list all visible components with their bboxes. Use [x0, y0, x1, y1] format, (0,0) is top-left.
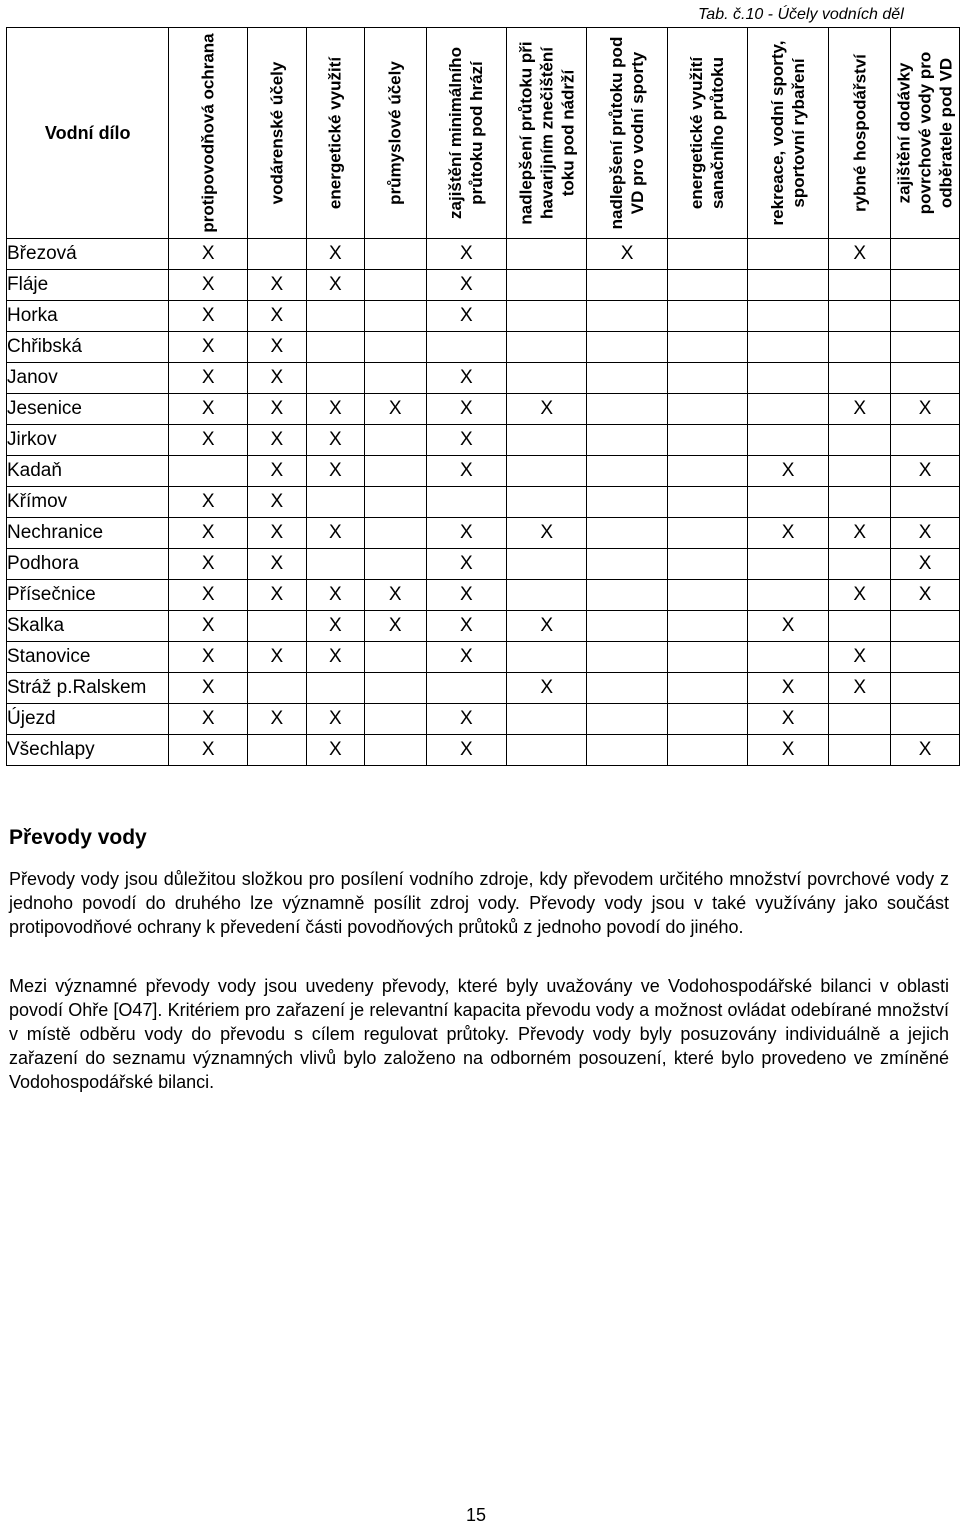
mark-cell	[507, 332, 587, 363]
mark-cell: X	[891, 394, 960, 425]
mark-cell	[507, 270, 587, 301]
mark-cell	[829, 704, 891, 735]
mark-cell: X	[891, 518, 960, 549]
mark-cell	[667, 549, 747, 580]
header-vodarenske-ucely: vodárenské účely	[247, 28, 306, 239]
mark-cell	[587, 518, 667, 549]
mark-cell	[829, 301, 891, 332]
mark-cell	[829, 270, 891, 301]
mark-cell	[829, 611, 891, 642]
mark-cell: X	[364, 611, 426, 642]
mark-cell	[667, 611, 747, 642]
mark-cell	[364, 642, 426, 673]
table-row	[7, 518, 960, 549]
mark-cell	[587, 270, 667, 301]
mark-cell	[747, 487, 828, 518]
mark-cell	[306, 363, 364, 394]
mark-cell	[507, 580, 587, 611]
mark-cell: X	[306, 518, 364, 549]
dam-name-cell: Křímov	[7, 487, 169, 518]
mark-cell	[747, 363, 828, 394]
mark-cell	[891, 301, 960, 332]
mark-cell	[667, 642, 747, 673]
paragraph-2	[9, 974, 949, 1094]
mark-cell	[747, 549, 828, 580]
mark-cell	[891, 363, 960, 394]
mark-cell	[587, 332, 667, 363]
mark-cell: X	[829, 580, 891, 611]
mark-cell	[587, 735, 667, 766]
mark-cell: X	[426, 580, 506, 611]
mark-cell	[891, 487, 960, 518]
mark-cell: X	[247, 425, 306, 456]
mark-cell	[667, 580, 747, 611]
mark-cell: X	[426, 270, 506, 301]
header-sanacni-prutok: energetické využití sanačního průtoku	[667, 28, 747, 239]
header-havarijni-znecisteni: nadlepšení průtoku při havarijním znečištění toku pod nádrží	[507, 28, 587, 239]
dam-name-cell: Fláje	[7, 270, 169, 301]
mark-cell: X	[891, 549, 960, 580]
mark-cell	[507, 642, 587, 673]
header-energeticke-vyuziti: energetické využití	[306, 28, 364, 239]
mark-cell: X	[306, 394, 364, 425]
mark-cell: X	[169, 239, 247, 270]
mark-cell: X	[247, 332, 306, 363]
mark-cell	[829, 487, 891, 518]
mark-cell	[507, 735, 587, 766]
mark-cell	[587, 611, 667, 642]
mark-cell: X	[747, 456, 828, 487]
mark-cell: X	[169, 518, 247, 549]
mark-cell: X	[247, 363, 306, 394]
table-row	[7, 487, 960, 518]
mark-cell	[306, 487, 364, 518]
mark-cell	[667, 487, 747, 518]
mark-cell: X	[829, 394, 891, 425]
mark-cell: X	[747, 704, 828, 735]
mark-cell	[364, 301, 426, 332]
mark-cell: X	[507, 673, 587, 704]
mark-cell: X	[426, 518, 506, 549]
header-rybne-hospodarstvi: rybné hospodářství	[829, 28, 891, 239]
mark-cell: X	[169, 301, 247, 332]
mark-cell: X	[169, 580, 247, 611]
dam-name-cell: Stanovice	[7, 642, 169, 673]
dam-name-cell: Březová	[7, 239, 169, 270]
mark-cell: X	[247, 549, 306, 580]
mark-cell: X	[426, 363, 506, 394]
mark-cell	[747, 580, 828, 611]
mark-cell	[667, 239, 747, 270]
mark-cell: X	[247, 270, 306, 301]
mark-cell	[364, 487, 426, 518]
mark-cell: X	[364, 394, 426, 425]
table-row	[7, 239, 960, 270]
dam-name-cell: Přísečnice	[7, 580, 169, 611]
mark-cell	[364, 704, 426, 735]
mark-cell	[364, 239, 426, 270]
mark-cell	[829, 735, 891, 766]
mark-cell	[247, 611, 306, 642]
mark-cell	[667, 673, 747, 704]
mark-cell	[829, 363, 891, 394]
mark-cell	[747, 239, 828, 270]
mark-cell	[667, 270, 747, 301]
mark-cell: X	[426, 611, 506, 642]
mark-cell	[507, 239, 587, 270]
mark-cell: X	[306, 735, 364, 766]
mark-cell: X	[247, 704, 306, 735]
mark-cell	[667, 456, 747, 487]
table-row	[7, 642, 960, 673]
table-row	[7, 301, 960, 332]
mark-cell: X	[891, 456, 960, 487]
mark-cell	[587, 704, 667, 735]
mark-cell	[364, 425, 426, 456]
mark-cell: X	[747, 611, 828, 642]
mark-cell	[667, 394, 747, 425]
header-vodni-sporty-prutok: nadlepšení průtoku pod VD pro vodní sporty	[587, 28, 667, 239]
mark-cell: X	[364, 580, 426, 611]
dam-name-cell: Horka	[7, 301, 169, 332]
mark-cell	[587, 673, 667, 704]
table-row	[7, 704, 960, 735]
table-row	[7, 549, 960, 580]
dam-name-cell: Stráž p.Ralskem	[7, 673, 169, 704]
mark-cell: X	[247, 394, 306, 425]
mark-cell	[364, 456, 426, 487]
mark-cell: X	[247, 580, 306, 611]
mark-cell	[364, 549, 426, 580]
dam-name-cell: Všechlapy	[7, 735, 169, 766]
mark-cell: X	[426, 704, 506, 735]
mark-cell: X	[507, 611, 587, 642]
mark-cell	[587, 394, 667, 425]
mark-cell	[426, 332, 506, 363]
header-protipovodnova-ochrana: protipovodňová ochrana	[169, 28, 247, 239]
header-rekreace: rekreace, vodní sporty, sportovní rybaření	[747, 28, 828, 239]
paragraph-1-text: Převody vody jsou důležitou složkou pro posílení vodního zdroje, kdy převodem určitého množství povrchové vody z jednoho povodí do druhého lze významně posílit zdroj vody. Převody vody jsou v také využívány jako součást protipovodňové ochrany k převedení části povodňových průtoků z jednoho povodí do jiného.	[9, 869, 949, 937]
mark-cell	[364, 270, 426, 301]
table-row	[7, 611, 960, 642]
mark-cell: X	[426, 425, 506, 456]
mark-cell: X	[169, 425, 247, 456]
table-row	[7, 456, 960, 487]
mark-cell	[667, 704, 747, 735]
mark-cell: X	[426, 239, 506, 270]
mark-cell: X	[507, 394, 587, 425]
mark-cell: X	[169, 673, 247, 704]
mark-cell	[364, 735, 426, 766]
mark-cell	[891, 239, 960, 270]
mark-cell	[829, 425, 891, 456]
mark-cell: X	[891, 580, 960, 611]
mark-cell: X	[306, 580, 364, 611]
mark-cell: X	[169, 611, 247, 642]
mark-cell: X	[829, 642, 891, 673]
mark-cell: X	[829, 673, 891, 704]
mark-cell	[587, 487, 667, 518]
mark-cell	[587, 425, 667, 456]
paragraph-2-text: Mezi významné převody vody jsou uvedeny převody, které byly uvažovány ve Vodohospodářské bilanci v oblasti povodí Ohře [O47]. Kritériem pro zařazení je relevantní kapacita převodu vody a možnost ovládat odebírané množství v místě odběru vody do převodu s cílem regulovat průtoky. Převody vody byly posuzovány individuálně a jejich zařazení do seznamu významných vlivů bylo založeno na odborném posouzení, které bylo provedeno ve zmíněné Vodohospodářské bilanci.	[9, 976, 949, 1092]
mark-cell	[507, 456, 587, 487]
header-vodni-dilo: Vodní dílo	[7, 28, 169, 239]
table-header-row	[7, 28, 960, 239]
mark-cell	[169, 456, 247, 487]
mark-cell: X	[247, 487, 306, 518]
header-minimalni-prutok: zajištění minimálního průtoku pod hrází	[426, 28, 506, 239]
mark-cell	[364, 363, 426, 394]
mark-cell: X	[426, 301, 506, 332]
mark-cell	[507, 549, 587, 580]
mark-cell	[829, 456, 891, 487]
mark-cell: X	[247, 456, 306, 487]
mark-cell: X	[829, 518, 891, 549]
mark-cell	[587, 580, 667, 611]
mark-cell: X	[747, 518, 828, 549]
mark-cell	[306, 673, 364, 704]
mark-cell	[829, 549, 891, 580]
mark-cell: X	[306, 239, 364, 270]
section-heading: Převody vody	[9, 826, 147, 849]
mark-cell: X	[306, 270, 364, 301]
header-prumyslove-ucely: průmyslové účely	[364, 28, 426, 239]
dam-name-cell: Újezd	[7, 704, 169, 735]
mark-cell	[891, 704, 960, 735]
mark-cell	[891, 611, 960, 642]
mark-cell: X	[247, 518, 306, 549]
mark-cell: X	[306, 611, 364, 642]
mark-cell: X	[426, 642, 506, 673]
mark-cell: X	[306, 704, 364, 735]
mark-cell	[747, 270, 828, 301]
page-number: 15	[466, 1505, 487, 1525]
mark-cell: X	[507, 518, 587, 549]
mark-cell: X	[247, 301, 306, 332]
mark-cell: X	[169, 332, 247, 363]
mark-cell	[667, 425, 747, 456]
mark-cell	[306, 549, 364, 580]
mark-cell	[507, 487, 587, 518]
mark-cell: X	[247, 642, 306, 673]
mark-cell	[587, 456, 667, 487]
mark-cell	[891, 332, 960, 363]
dam-name-cell: Janov	[7, 363, 169, 394]
mark-cell	[587, 301, 667, 332]
mark-cell: X	[169, 270, 247, 301]
table-row	[7, 735, 960, 766]
mark-cell	[426, 487, 506, 518]
mark-cell	[306, 332, 364, 363]
mark-cell	[747, 301, 828, 332]
mark-cell	[247, 735, 306, 766]
mark-cell	[587, 363, 667, 394]
mark-cell: X	[169, 394, 247, 425]
header-dodavky-vody: zajištění dodávky povrchové vody pro odběratele pod VD	[891, 28, 960, 239]
dam-name-cell: Jesenice	[7, 394, 169, 425]
table-row	[7, 394, 960, 425]
dam-name-cell: Podhora	[7, 549, 169, 580]
mark-cell: X	[169, 642, 247, 673]
mark-cell: X	[306, 642, 364, 673]
mark-cell	[507, 363, 587, 394]
mark-cell	[667, 363, 747, 394]
mark-cell	[426, 673, 506, 704]
mark-cell: X	[426, 549, 506, 580]
mark-cell: X	[169, 363, 247, 394]
table-row	[7, 673, 960, 704]
mark-cell	[891, 673, 960, 704]
table-row	[7, 363, 960, 394]
table-row	[7, 580, 960, 611]
mark-cell	[587, 549, 667, 580]
mark-cell: X	[169, 735, 247, 766]
mark-cell	[667, 301, 747, 332]
paragraph-1	[9, 867, 949, 939]
mark-cell: X	[426, 735, 506, 766]
mark-cell	[587, 642, 667, 673]
mark-cell	[364, 518, 426, 549]
mark-cell	[747, 425, 828, 456]
mark-cell	[667, 518, 747, 549]
mark-cell: X	[426, 456, 506, 487]
mark-cell	[507, 301, 587, 332]
mark-cell: X	[747, 735, 828, 766]
dam-name-cell: Kadaň	[7, 456, 169, 487]
mark-cell: X	[169, 549, 247, 580]
dam-name-cell: Nechranice	[7, 518, 169, 549]
mark-cell: X	[169, 487, 247, 518]
table-row	[7, 270, 960, 301]
mark-cell	[891, 270, 960, 301]
mark-cell	[747, 394, 828, 425]
dam-name-cell: Jirkov	[7, 425, 169, 456]
dam-name-cell: Skalka	[7, 611, 169, 642]
mark-cell: X	[426, 394, 506, 425]
purposes-table	[6, 27, 960, 766]
mark-cell: X	[169, 704, 247, 735]
mark-cell: X	[747, 673, 828, 704]
mark-cell: X	[891, 735, 960, 766]
mark-cell	[247, 673, 306, 704]
table-row	[7, 425, 960, 456]
mark-cell	[364, 332, 426, 363]
dam-name-cell: Chřibská	[7, 332, 169, 363]
mark-cell	[306, 301, 364, 332]
mark-cell	[507, 425, 587, 456]
mark-cell	[507, 704, 587, 735]
mark-cell: X	[587, 239, 667, 270]
table-caption: Tab. č.10 - Účely vodních děl	[698, 6, 904, 23]
mark-cell	[891, 642, 960, 673]
mark-cell	[364, 673, 426, 704]
mark-cell	[747, 642, 828, 673]
mark-cell	[891, 425, 960, 456]
mark-cell	[747, 332, 828, 363]
mark-cell: X	[306, 425, 364, 456]
mark-cell: X	[306, 456, 364, 487]
table-body	[7, 239, 960, 766]
mark-cell	[667, 735, 747, 766]
mark-cell	[829, 332, 891, 363]
mark-cell: X	[829, 239, 891, 270]
table-row	[7, 332, 960, 363]
mark-cell	[667, 332, 747, 363]
mark-cell	[247, 239, 306, 270]
